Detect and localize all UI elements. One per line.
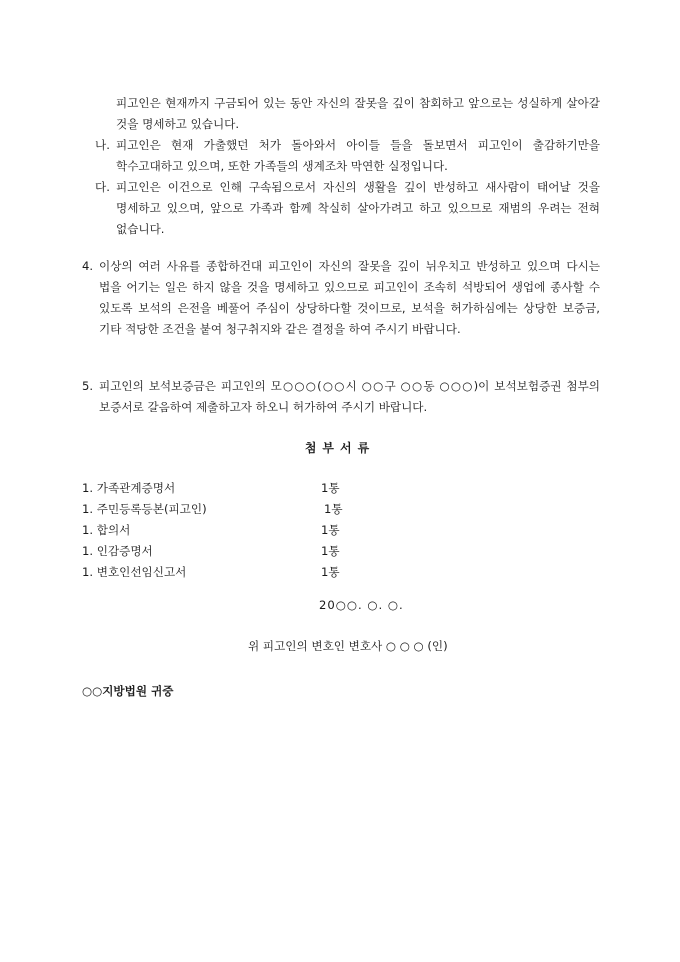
- signer-line: 위 피고인의 변호인 변호사 ○ ○ ○ (인): [248, 639, 448, 653]
- attachments-title: 첨부서류: [304, 441, 376, 455]
- item-text: 피고인은 이건으로 인해 구속됨으로서 자신의 생활을 깊이 반성하고 새사람이 태어날 것을 명세하고 있으며, 앞으로 가족과 함께 착실히 살아가려고 하고 있으므로 재범의 우려는 전혀 없습니다.: [116, 180, 600, 236]
- attachment-row: [82, 520, 382, 541]
- list-item: [95, 177, 600, 240]
- attachment-name: 변호인선임신고서: [96, 565, 187, 579]
- attachment-label: [82, 562, 186, 583]
- attachment-count: 1통: [321, 544, 340, 558]
- section-5: [82, 376, 600, 418]
- attachment-label: [82, 520, 130, 541]
- attachment-marker: 1.: [82, 502, 94, 516]
- attachment-row: [82, 478, 382, 499]
- attachment-name: 가족관계증명서: [96, 481, 176, 495]
- section-4: [82, 256, 600, 340]
- item-marker: 나.: [95, 138, 110, 152]
- attachment-label: [82, 499, 207, 520]
- attachment-label: [82, 541, 153, 562]
- attachment-marker: 1.: [82, 544, 94, 558]
- attachment-count: 1통: [324, 502, 343, 516]
- section-marker: 5.: [82, 379, 94, 393]
- attachment-count: 1통: [321, 565, 340, 579]
- attachment-marker: 1.: [82, 523, 94, 537]
- attachment-name: 합의서: [96, 523, 131, 537]
- court-addressee: ○○지방법원 귀중: [82, 684, 174, 698]
- section-text: 피고인의 보석보증금은 피고인의 모○○○(○○시 ○○구 ○○동 ○○○)이 보석보험증권 첨부의 보증서로 갈음하여 제출하고자 하오니 허가하여 주시기 바랍니다.: [99, 379, 600, 414]
- attachment-name: 주민등록등본(피고인): [96, 502, 207, 516]
- section-marker: 4.: [82, 259, 94, 273]
- list-item: [95, 135, 600, 177]
- attachment-marker: 1.: [82, 481, 94, 495]
- section-text: 이상의 여러 사유를 종합하건대 피고인이 자신의 잘못을 깊이 뉘우치고 반성하고 있으며 다시는 법을 어기는 일은 하지 않을 것을 명세하고 있으므로 피고인이 조속히 석방되어 생업에 종사할 수 있도록 보석의 은전을 베풀어 주심이 상당하다할 것이므로, 보석을 허가하심에는 상당한 보증금, 기타 적당한 조건을 붙여 청구취지와 같은 결정을 하여 주시기 바랍니다.: [99, 259, 600, 336]
- attachment-marker: 1.: [82, 565, 94, 579]
- filing-date: 20○○. ○. ○.: [319, 598, 404, 612]
- continuation-paragraph: [116, 93, 600, 135]
- attachment-label: [82, 478, 175, 499]
- item-marker: 다.: [95, 180, 110, 194]
- item-text: 피고인은 현재 가출했던 처가 돌아와서 아이들 들을 돌보면서 피고인이 출감하기만을 학수고대하고 있으며, 또한 가족들의 생계조차 막연한 실정입니다.: [116, 138, 600, 173]
- attachment-name: 인감증명서: [96, 544, 153, 558]
- attachment-row: [82, 541, 382, 562]
- attachment-count: 1통: [321, 523, 340, 537]
- attachment-row: [82, 499, 382, 520]
- attachment-count: 1통: [321, 481, 340, 495]
- attachment-row: [82, 562, 382, 583]
- continuation-text: 피고인은 현재까지 구금되어 있는 동안 자신의 잘못을 깊이 참회하고 앞으로는 성실하게 살아갈 것을 명세하고 있습니다.: [116, 96, 600, 131]
